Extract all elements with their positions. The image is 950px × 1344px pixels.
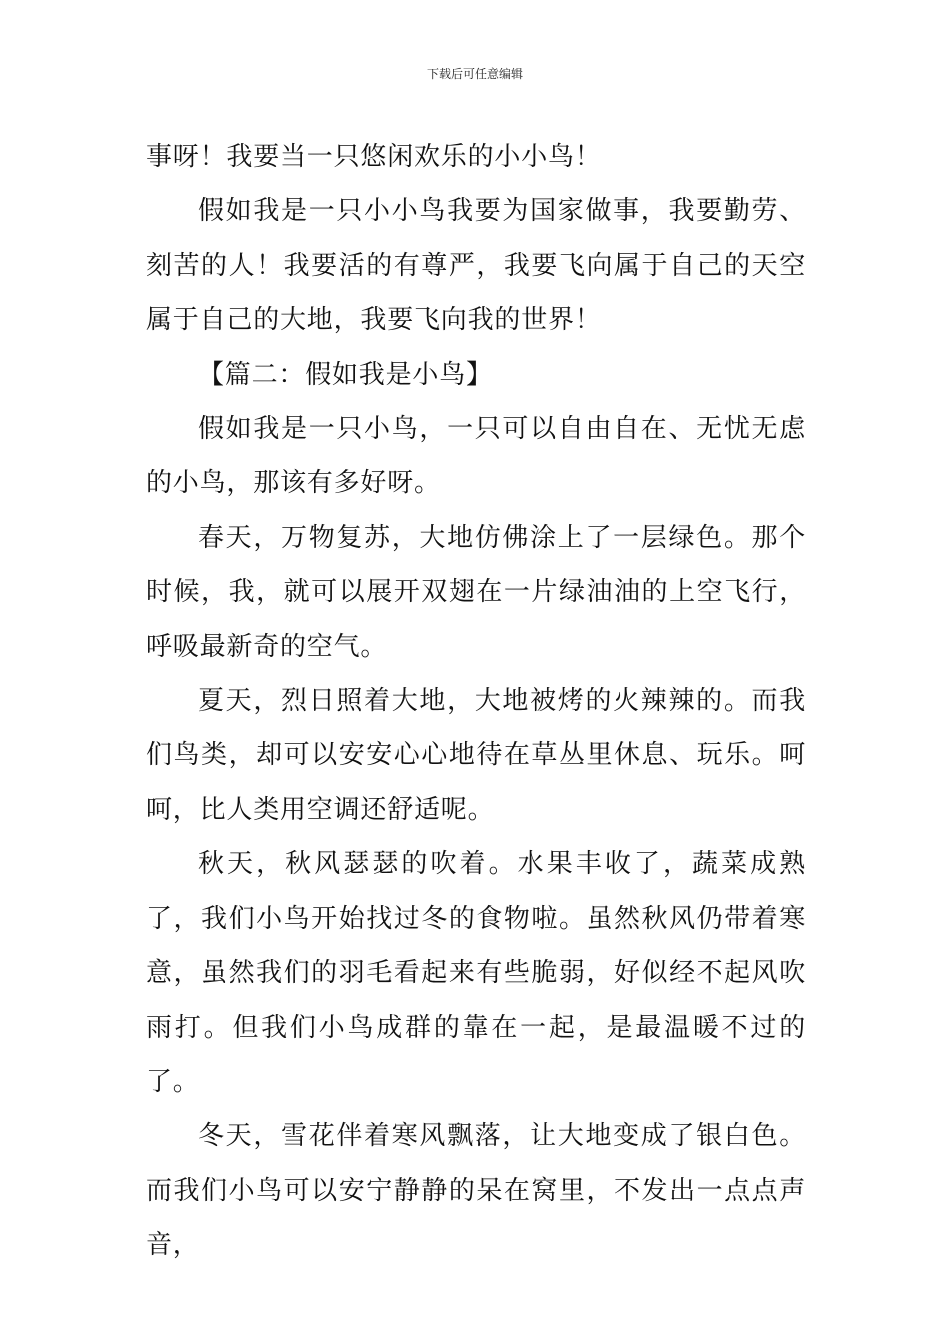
paragraph: 秋天，秋风瑟瑟的吹着。水果丰收了，蔬菜成熟了，我们小鸟开始找过冬的食物啦。虽然秋风仍带着寒意，虽然我们的羽毛看起来有些脆弱，好似经不起风吹雨打。但我们小鸟成群的靠在一起，是最温暖不过的了。 xyxy=(146,849,806,1097)
paragraph: 春天，万物复苏，大地仿佛涂上了一层绿色。那个时候，我，就可以展开双翅在一片绿油油的上空飞行，呼吸最新奇的空气。 xyxy=(146,522,806,662)
paragraph: 事呀！我要当一只悠闲欢乐的小小鸟！ xyxy=(146,142,602,172)
paragraph: 夏天，烈日照着大地，大地被烤的火辣辣的。而我们鸟类，却可以安安心心地待在草丛里休息、玩乐。呵呵，比人类用空调还舒适呢。 xyxy=(146,686,806,825)
paragraph: 假如我是一只小鸟，一只可以自由自在、无忧无虑的小鸟，那该有多好呀。 xyxy=(146,414,806,499)
page-header: 下载后可任意编辑 xyxy=(426,67,523,81)
paragraph: 冬天，雪花伴着寒风飘落，让大地变成了银白色。而我们小鸟可以安宁静静的呆在窝里，不发出一点点声音， xyxy=(146,1121,806,1261)
document-body xyxy=(146,130,806,1273)
paragraph: 假如我是一只小小鸟我要为国家做事，我要勤劳、刻苦的人！我要活的有尊严，我要飞向属于自己的天空属于自己的大地，我要飞向我的世界！ xyxy=(146,196,806,336)
section-heading: 【篇二：假如我是小鸟】 xyxy=(198,359,493,390)
